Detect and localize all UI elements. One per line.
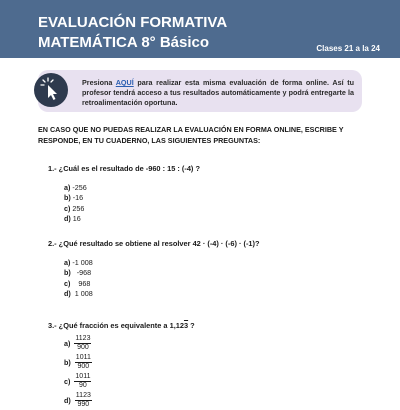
classes-label: Clases 21 a la 24 bbox=[316, 44, 380, 53]
question-3-options bbox=[64, 334, 92, 410]
option-value: 16 bbox=[70, 213, 81, 223]
option-value: -968 bbox=[70, 268, 92, 278]
option-letter: a) bbox=[64, 339, 71, 348]
option-value: 256 bbox=[70, 203, 85, 213]
question-1-options bbox=[64, 183, 87, 224]
numerator: 1123 bbox=[75, 335, 91, 342]
denominator: 900 bbox=[77, 363, 90, 370]
option-letter: d) bbox=[64, 213, 71, 223]
online-link[interactable]: AQUÍ bbox=[115, 78, 134, 87]
option-value: 1 008 bbox=[70, 288, 93, 298]
repeating-digit: 3 bbox=[183, 321, 189, 330]
option-letter: c) bbox=[64, 203, 71, 213]
numerator: 1011 bbox=[75, 354, 91, 361]
option-letter: d) bbox=[64, 288, 71, 298]
fraction bbox=[74, 373, 91, 390]
page-title: EVALUACIÓN FORMATIVA bbox=[38, 14, 228, 31]
instructions: EN CASO QUE NO PUEDAS REALIZAR LA EVALUACIÓN EN FORMA ONLINE, ESCRIBE Y RESPONDE, EN TU CUADERNO, LAS SIGUIENTES PREGUNTAS: bbox=[38, 125, 344, 145]
numerator: 1011 bbox=[75, 373, 91, 380]
option-letter: c) bbox=[64, 278, 71, 288]
option-d[interactable] bbox=[64, 391, 92, 410]
option-letter: d) bbox=[64, 396, 71, 405]
option-b[interactable] bbox=[64, 268, 93, 278]
option-d[interactable] bbox=[64, 289, 93, 299]
option-a[interactable] bbox=[64, 183, 87, 193]
question-3 bbox=[48, 321, 195, 330]
option-value: 968 bbox=[70, 278, 91, 288]
option-value: -1 008 bbox=[70, 258, 93, 267]
option-c[interactable] bbox=[64, 372, 92, 391]
question-2: 2.- ¿Qué resultado se obtiene al resolver 42 · (-4) · (-6) · (-1)? bbox=[48, 239, 260, 248]
online-note bbox=[38, 70, 362, 112]
fraction bbox=[75, 392, 92, 409]
question-3-end: ? bbox=[188, 321, 195, 330]
note-text bbox=[82, 78, 354, 108]
option-letter: b) bbox=[64, 358, 71, 367]
fraction bbox=[75, 354, 92, 371]
fraction bbox=[74, 335, 91, 352]
option-letter: b) bbox=[64, 193, 71, 203]
note-text-end: para realizar esta misma evaluación de forma online. Así tu profesor tendrá acceso a tus resultados automáticamente y podrá entregarte la retroalimentación oportuna. bbox=[82, 78, 354, 107]
option-value: -256 bbox=[70, 183, 87, 192]
denominator: 990 bbox=[77, 401, 90, 408]
option-c[interactable] bbox=[64, 204, 87, 214]
note-text-start: Presiona bbox=[82, 78, 116, 87]
denominator: 900 bbox=[77, 344, 89, 351]
header-banner bbox=[0, 0, 400, 58]
option-value: -16 bbox=[70, 193, 84, 203]
option-a[interactable] bbox=[64, 334, 92, 353]
option-b[interactable] bbox=[64, 193, 87, 203]
page-subtitle: MATEMÁTICA 8° Básico bbox=[38, 34, 210, 51]
question-1: 1.- ¿Cuál es el resultado de -960 : 15 : (-4) ? bbox=[48, 164, 200, 173]
numerator: 1123 bbox=[75, 392, 91, 399]
cursor-click-icon bbox=[34, 73, 68, 107]
question-3-text: 3.- ¿Qué fracción es equivalente a 1,12 bbox=[48, 321, 184, 330]
option-b[interactable] bbox=[64, 353, 92, 372]
option-letter: a) bbox=[64, 258, 71, 267]
denominator: 90 bbox=[79, 382, 87, 389]
option-a[interactable] bbox=[64, 258, 93, 268]
question-2-options bbox=[64, 258, 93, 299]
option-letter: c) bbox=[64, 377, 71, 386]
option-letter: b) bbox=[64, 268, 71, 278]
option-c[interactable] bbox=[64, 279, 93, 289]
option-d[interactable] bbox=[64, 214, 87, 224]
option-letter: a) bbox=[64, 183, 71, 192]
